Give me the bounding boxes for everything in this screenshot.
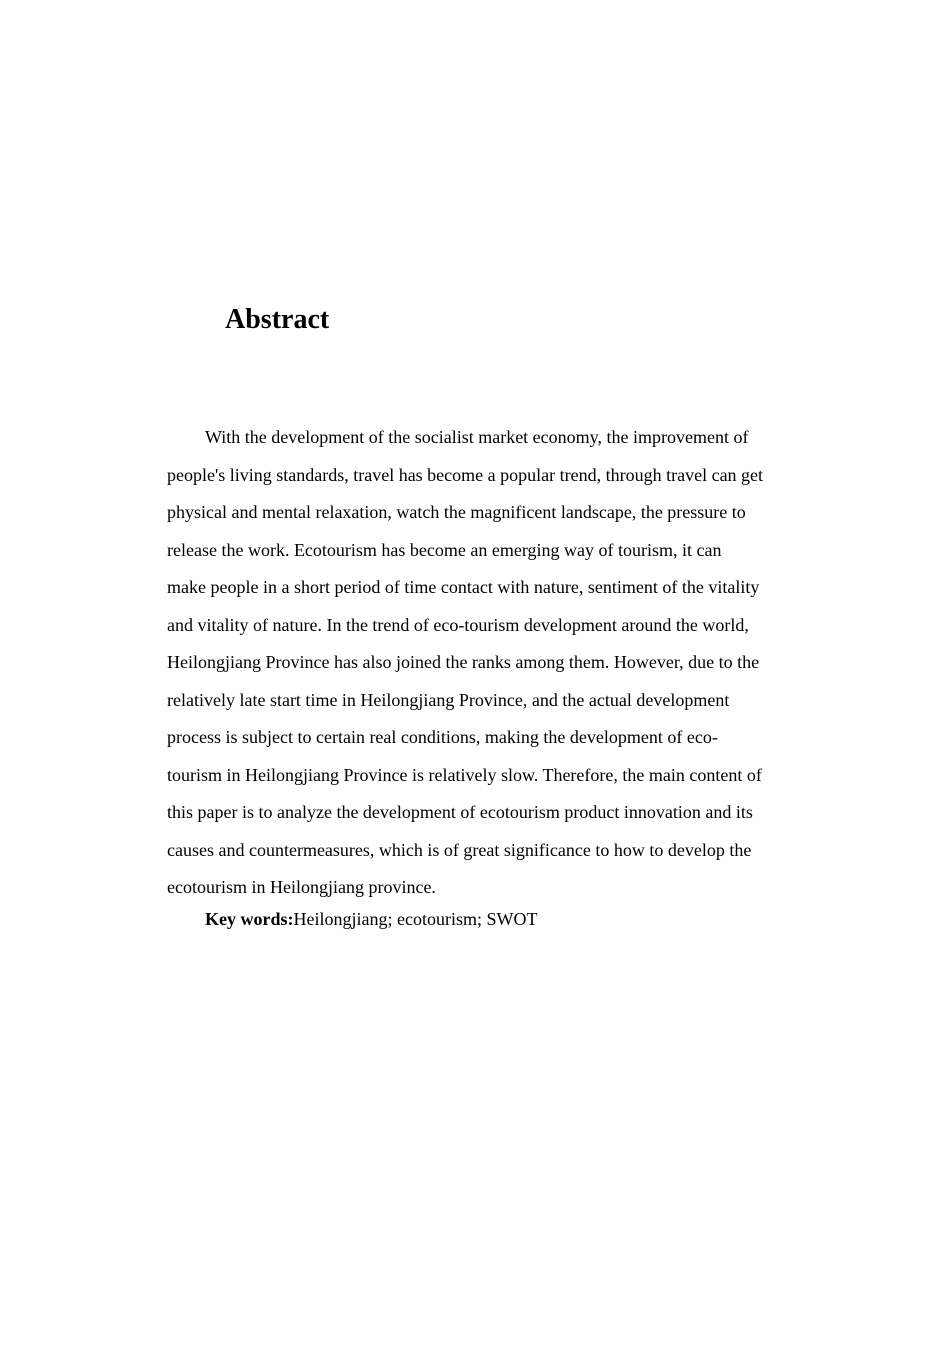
abstract-line: With the development of the socialist market economy, the improvement of [205, 427, 749, 447]
abstract-line: people's living standards, travel has become a popular trend, through travel can get [167, 464, 764, 485]
abstract-line: ecotourism in Heilongjiang province. [167, 877, 436, 897]
abstract-line: causes and countermeasures, which is of great significance to how to develop the [167, 839, 752, 860]
keywords-value: Heilongjiang; ecotourism; SWOT [293, 909, 538, 929]
keywords-label: Key words: [205, 909, 294, 929]
keywords-paragraph [205, 904, 537, 934]
abstract-line: and vitality of nature. In the trend of eco-tourism development around the world, [167, 614, 749, 635]
abstract-line: physical and mental relaxation, watch the magnificent landscape, the pressure to [167, 502, 746, 522]
abstract-line: tourism in Heilongjiang Province is relatively slow. Therefore, the main content of [167, 764, 762, 785]
abstract-body [167, 419, 812, 907]
abstract-line: process is subject to certain real conditions, making the development of eco- [167, 727, 718, 747]
abstract-line: release the work. Ecotourism has become an emerging way of tourism, it can [167, 539, 722, 560]
abstract-line: relatively late start time in Heilongjiang Province, and the actual development [167, 689, 730, 710]
abstract-line: Heilongjiang Province has also joined the ranks among them. However, due to the [167, 652, 760, 672]
page-title: Abstract [225, 304, 330, 335]
abstract-line: this paper is to analyze the development of ecotourism product innovation and its [167, 802, 753, 822]
abstract-line: make people in a short period of time contact with nature, sentiment of the vitality [167, 577, 760, 597]
